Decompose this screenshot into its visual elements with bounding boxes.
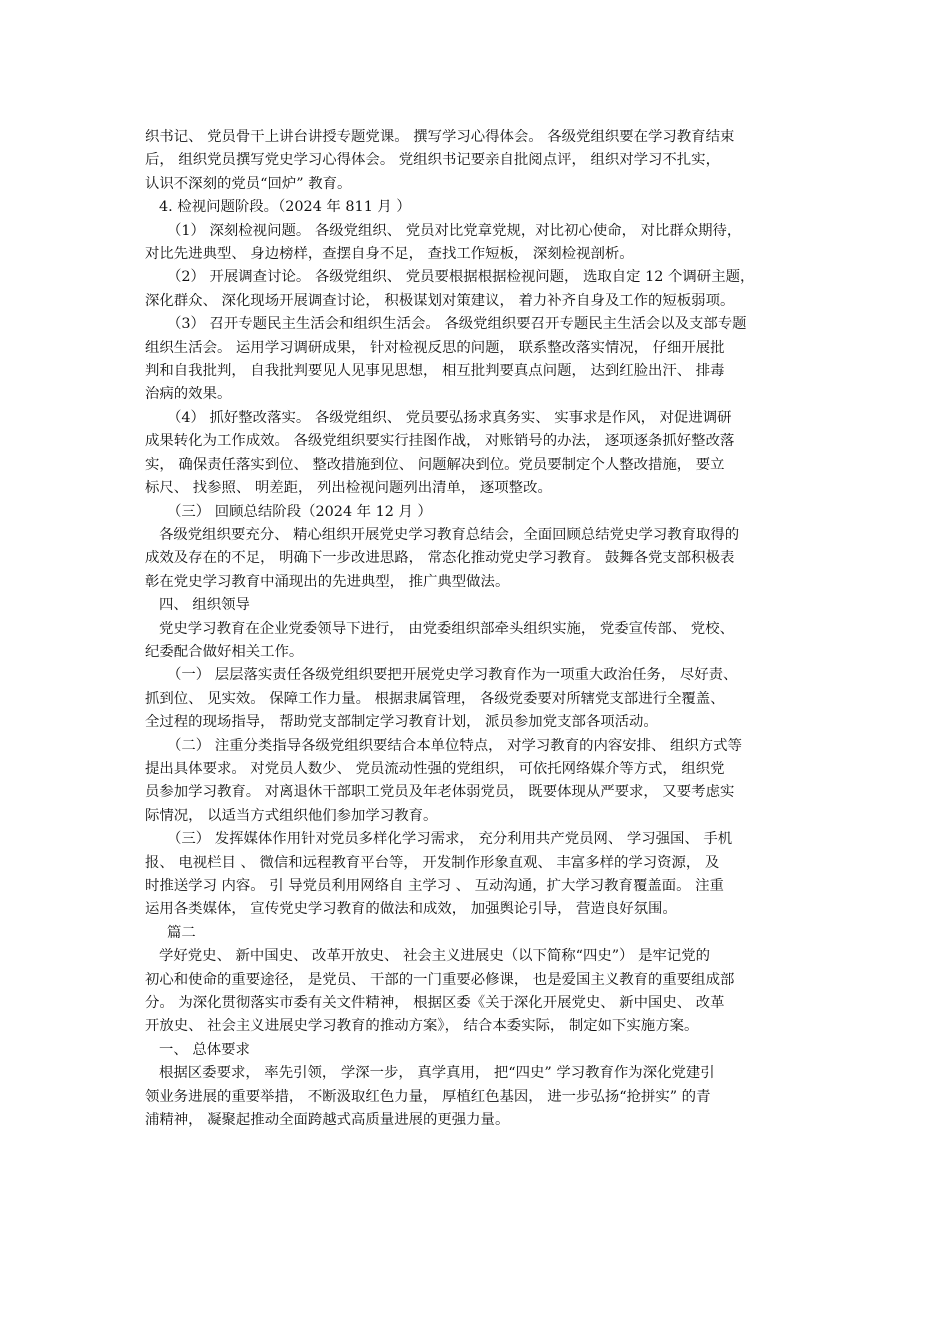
text-line: 四、 组织领导 [159,597,250,614]
text-line: 报、 电视栏目 、 微信和远程教育平台等， 开发制作形象直观、 丰富多样的学习资源， 及 [145,854,720,871]
text-line: （3） 召开专题民主生活会和组织生活会。 各级党组织要召开专题民主生活会以及支部专题 [167,316,747,333]
text-line: 认识不深刻的党员“回炉” 教育。 [145,175,352,192]
text-line: 后， 组织党员撰写党史学习心得体会。 党组织书记要亲自批阅点评， 组织对学习不扎实， [145,152,720,169]
text-line: 篇二 [167,924,196,941]
text-line: 领业务进展的重要举措， 不断汲取红色力量， 厚植红色基因， 进一步弘扬“抢拼实” 的青 [145,1088,711,1105]
document-body [145,126,815,1132]
text-line: 员参加学习教育。 对离退休干部职工党员及年老体弱党员， 既要体现从严要求， 又要考虑实 [145,784,735,801]
text-line: 判和自我批判， 自我批判要见人见事见思想， 相互批判要真点问题， 达到红脸出汗、 排毒 [145,363,725,380]
text-line: 实， 确保责任落实到位、 整改措施到位、 问题解决到位。党员要制定个人整改措施， 要立 [145,456,725,473]
text-line: 际情况， 以适当方式组织他们参加学习教育。 [145,807,438,824]
text-line: 组织生活会。 运用学习调研成果， 针对检视反思的问题， 联系整改落实情况， 仔细开展批 [145,339,725,356]
text-line: （1） 深刻检视问题。 各级党组织、 党员对比党章党规，对比初心使命， 对比群众期待， [167,222,742,239]
text-line: 学好党史、 新中国史、 改革开放史、 社会主义进展史（以下简称“四史”） 是牢记党的 [159,948,711,965]
text-line: 深化群众、 深化现场开展调查讨论， 积极谋划对策建议， 着力补齐自身及工作的短板弱项。 [145,292,735,309]
text-line: 一、 总体要求 [159,1041,250,1058]
text-line: 彰在党史学习教育中涌现出的先进典型， 推广典型做法。 [145,573,510,590]
text-line: （二） 注重分类指导各级党组织要结合本单位特点， 对学习教育的内容安排、 组织方式等 [167,737,742,754]
text-line: （三） 回顾总结阶段（2024 年 12 月 ） [167,503,432,520]
text-line: 织书记、 党员骨干上讲台讲授专题党课。 撰写学习心得体会。 各级党组织要在学习教育结束 [145,129,735,145]
text-line: 对比先进典型、 身边榜样，查摆自身不足， 查找工作短板， 深刻检视剖析。 [145,246,634,263]
text-line: 党史学习教育在企业党委领导下进行， 由党委组织部牵头组织实施， 党委宣传部、 党校、 [159,620,734,637]
text-line: （4） 抓好整改落实。 各级党组织、 党员要弘扬求真务实、 实事求是作风， 对促进调研 [167,409,732,426]
text-line: （三） 发挥媒体作用针对党员多样化学习需求， 充分利用共产党员网、 学习强国、 手机 [167,831,733,848]
text-line: 浦精神， 凝聚起推动全面跨越式高质量进展的更强力量。 [145,1112,510,1129]
text-line: （一） 层层落实责任各级党组织要把开展党史学习教育作为一项重大政治任务， 尽好责、 [167,667,738,684]
text-line: 提出具体要求。 对党员人数少、 党员流动性强的党组织， 可依托网络媒介等方式， 组织党 [145,760,725,777]
text-line: 开放史、 社会主义进展史学习教育的推动方案》， 结合本委实际， 制定如下实施方案。 [145,1018,699,1035]
text-line: 治病的效果。 [145,386,232,403]
text-line: 成效及存在的不足， 明确下一步改进思路， 常态化推动党史学习教育。 鼓舞各党支部积极表 [145,550,735,567]
text-line: 根据区委要求， 率先引领， 学深一步， 真学真用， 把“四史” 学习教育作为深化党建引 [159,1065,715,1082]
text-line: 运用各类媒体， 宣传党史学习教育的做法和成效， 加强舆论引导， 营造良好氛围。 [145,901,677,918]
text-line: 时推送学习 内容。 引 导党员利用网络自 主学习 、 互动沟通，扩大学习教育覆盖面。 注重 [145,878,724,894]
text-line: 各级党组织要充分、 精心组织开展党史学习教育总结会，全面回顾总结党史学习教育取得的 [159,526,740,543]
text-line: 抓到位、 见实效。 保障工作力量。 根据隶属管理， 各级党委要对所辖党支部进行全覆盖、 [145,690,725,707]
text-line: 标尺、 找参照、 明差距， 列出检视问题列出清单， 逐项整改。 [145,480,552,497]
text-line: 初心和使命的重要途径， 是党员、 干部的一门重要必修课， 也是爱国主义教育的重要组成部 [145,971,735,988]
text-line: （2） 开展调查讨论。 各级党组织、 党员要根据根据检视问题， 选取自定 12 个调研主题， [167,269,755,286]
text-line: 成果转化为工作成效。 各级党组织要实行挂图作战， 对账销号的办法， 逐项逐条抓好整改落 [145,433,735,450]
text-line: 分。 为深化贯彻落实市委有关文件精神， 根据区委《关于深化开展党史、 新中国史、 改革 [145,995,725,1012]
text-line: 纪委配合做好相关工作。 [145,643,304,660]
text-line: 全过程的现场指导， 帮助党支部制定学习教育计划， 派员参加党支部各项活动。 [145,714,658,731]
text-line: 4. 检视问题阶段。（2024 年 811 月 ） [159,199,411,216]
